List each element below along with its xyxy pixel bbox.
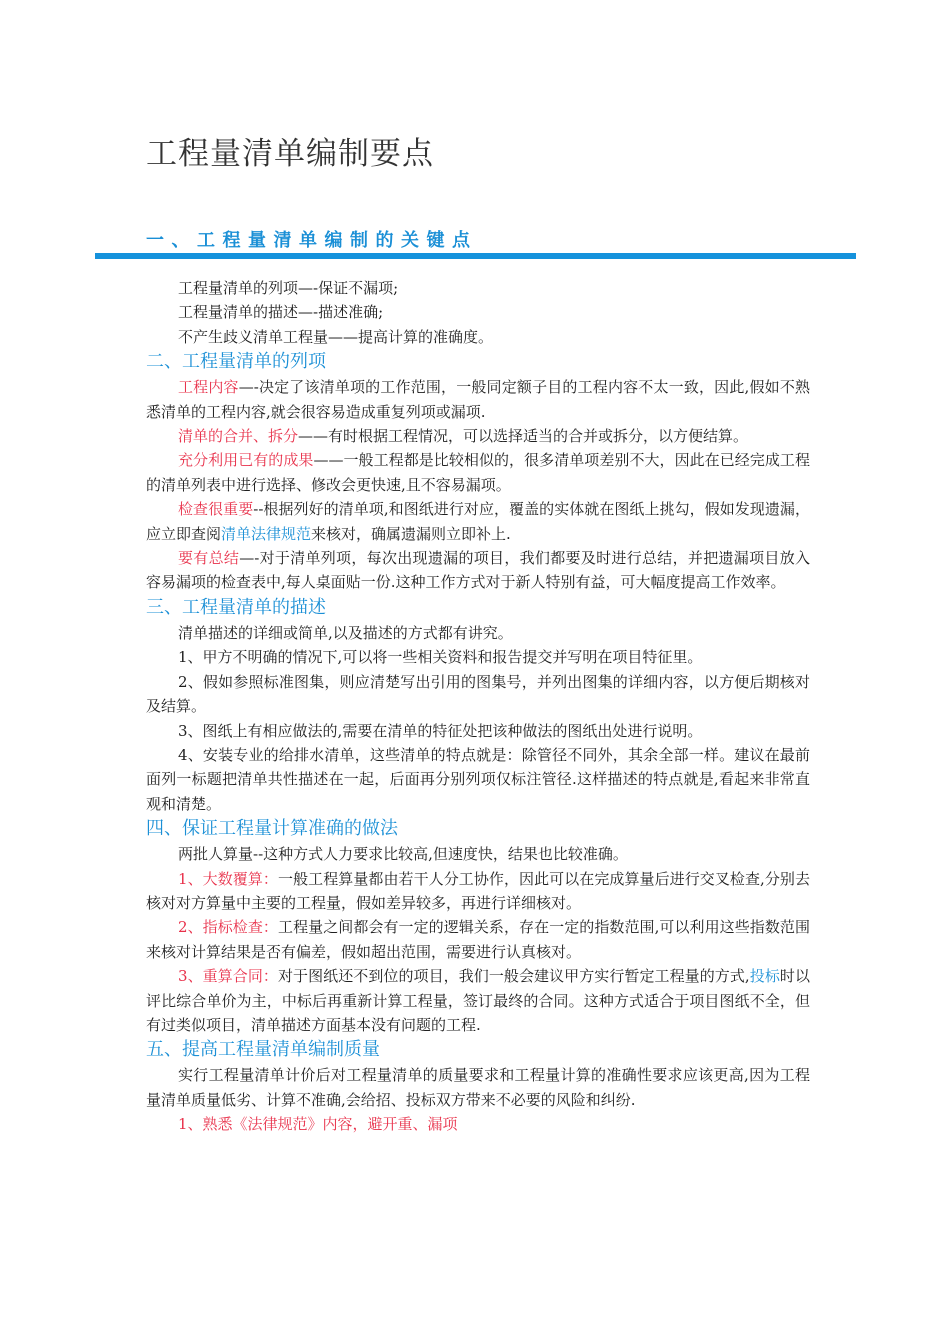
keyword: 3、重算合同：	[178, 967, 278, 986]
paragraph-text: 来核对，确属遗漏则立即补上.	[311, 524, 511, 543]
keyword: 充分利用已有的成果	[178, 451, 314, 470]
paragraph-text: --根据列好的清单项,和图纸进行对应，覆盖的实体就在图纸上挑勾，假如发现遗漏，应立即查阅	[146, 500, 810, 543]
paragraph-text: 时以评比综合单价为主，中标后再重新计算工程量，签订最终的合同。这种方式适合于项目图纸不全，但有过类似项目，清单描述方面基本没有问题的工程.	[146, 967, 810, 1034]
regulation-link[interactable]: 清单法律规范	[221, 524, 312, 543]
key-point-1: 工程量清单的列项—-保证不漏项;	[178, 279, 399, 297]
document-body	[146, 276, 810, 1137]
key-point-2: 工程量清单的描述—-描述准确;	[178, 303, 384, 322]
subheading: 1、熟悉《法律规范》内容，避开重、漏项	[178, 1115, 458, 1134]
paragraph-text: ——有时根据工程情况，可以选择适当的合并或拆分，以方便结算。	[298, 427, 749, 446]
heading-divider	[95, 253, 856, 259]
key-point-3: 不产生歧义清单工程量——提高计算的准确度。	[178, 327, 494, 346]
section2-heading: 二、工程量清单的列项	[146, 351, 326, 373]
paragraph: 4、安装专业的给排水清单，这些清单的特点就是：除管径不同外，其余全部一样。建议在最前面列一标题把清单共性描述在一起，后面再分别列项仅标注管径.这样描述的特点就是,看起来非常直观和清楚。	[146, 745, 810, 813]
paragraph	[146, 424, 810, 448]
paragraph-text: —-决定了该清单项的工作范围，一般同定额子目的工程内容不太一致，因此,假如不熟悉清单的工程内容,就会很容易造成重复列项或漏项.	[146, 378, 810, 421]
keyword: 1、大数覆算：	[178, 869, 278, 888]
paragraph: 实行工程量清单计价后对工程量清单的质量要求和工程量计算的准确性要求应该更高,因为工程量清单质量低劣、计算不准确,会给招、投标双方带来不必要的风险和纠纷.	[146, 1066, 810, 1109]
paragraph: 清单描述的详细或简单,以及描述的方式都有讲究。	[178, 623, 513, 642]
document-title: 工程量清单编制要点	[146, 136, 434, 172]
keyword: 2、指标检查：	[178, 918, 278, 937]
section1-heading: 一、工程量清单编制的关键点	[146, 230, 478, 251]
section4-heading: 四、保证工程量计算准确的做法	[146, 818, 398, 840]
paragraph	[146, 375, 810, 424]
paragraph: 2、假如参照标准图集，则应清楚写出引用的图集号，并列出图集的详细内容，以方便后期核对及结算。	[146, 672, 810, 716]
paragraph	[146, 964, 810, 1037]
paragraph-text: ——一般工程都是比较相似的，很多清单项差别不大，因此在已经完成工程的清单列表中进行选择、修改会更快速,且不容易漏项。	[146, 451, 810, 494]
paragraph	[146, 497, 810, 546]
keyword: 检查很重要	[178, 500, 254, 519]
paragraph-text: —-对于清单列项，每次出现遗漏的项目，我们都要及时进行总结，并把遗漏项目放入容易漏项的检查表中,每人桌面贴一份.这种工作方式对于新人特别有益，可大幅度提高工作效率。	[146, 549, 810, 592]
bidding-link[interactable]: 投标	[749, 967, 780, 986]
paragraph: 1、甲方不明确的情况下,可以将一些相关资料和报告提交并写明在项目特征里。	[178, 648, 703, 667]
keyword: 清单的合并、拆分	[178, 427, 299, 446]
section5-heading: 五、提高工程量清单编制质量	[146, 1039, 380, 1061]
paragraph	[146, 448, 810, 497]
keyword: 工程内容	[178, 378, 239, 397]
paragraph: 两批人算量--这种方式人力要求比较高,但速度快，结果也比较准确。	[178, 845, 628, 864]
paragraph	[146, 867, 810, 916]
paragraph-text: 对于图纸还不到位的项目，我们一般会建议甲方实行暂定工程量的方式,	[277, 967, 750, 986]
paragraph	[146, 546, 810, 595]
paragraph: 3、图纸上有相应做法的,需要在清单的特征处把该种做法的图纸出处进行说明。	[178, 721, 703, 740]
section3-heading: 三、工程量清单的描述	[146, 596, 326, 618]
paragraph	[146, 915, 810, 964]
paragraph-text: 工程量之间都会有一定的逻辑关系，存在一定的指数范围,可以利用这些指数范围来核对计算结果是否有偏差，假如超出范围，需要进行认真核对。	[146, 918, 810, 961]
keyword: 要有总结	[178, 549, 240, 568]
paragraph-text: 一般工程算量都由若干人分工协作，因此可以在完成算量后进行交叉检查,分别去核对对方算量中主要的工程量，假如差异较多，再进行详细核对。	[146, 869, 810, 912]
